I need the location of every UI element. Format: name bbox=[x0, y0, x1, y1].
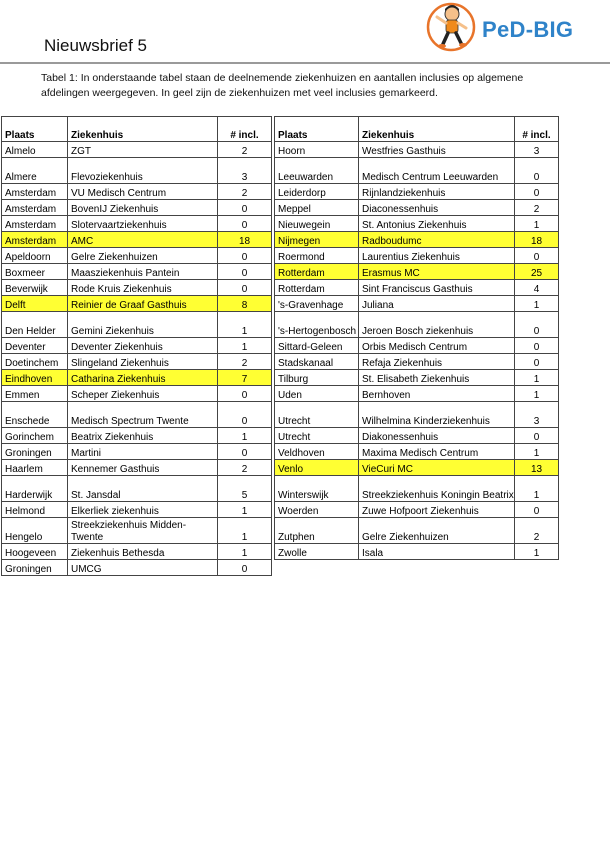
table-row bbox=[275, 338, 559, 354]
inclusions-cell: 1 bbox=[515, 476, 559, 502]
hospital-cell: Medisch Spectrum Twente bbox=[68, 402, 218, 428]
place-cell: Amsterdam bbox=[2, 232, 68, 248]
table-row bbox=[2, 476, 272, 502]
hospital-cell: Catharina Ziekenhuis bbox=[68, 370, 218, 386]
hospital-cell: Bernhoven bbox=[359, 386, 515, 402]
place-cell: Amsterdam bbox=[2, 216, 68, 232]
inclusions-cell: 0 bbox=[218, 216, 272, 232]
hospital-cell: Medisch Centrum Leeuwarden bbox=[359, 158, 515, 184]
hospital-cell: Orbis Medisch Centrum bbox=[359, 338, 515, 354]
hospital-cell: Kennemer Gasthuis bbox=[68, 460, 218, 476]
hospital-cell: Westfries Gasthuis bbox=[359, 142, 515, 158]
place-cell: Nieuwegein bbox=[275, 216, 359, 232]
inclusions-cell: 2 bbox=[218, 354, 272, 370]
hospital-cell: Martini bbox=[68, 444, 218, 460]
hospital-cell: Refaja Ziekenhuis bbox=[359, 354, 515, 370]
hospital-cell: Isala bbox=[359, 544, 515, 560]
inclusions-cell: 1 bbox=[515, 370, 559, 386]
place-cell: Harderwijk bbox=[2, 476, 68, 502]
table-row bbox=[2, 402, 272, 428]
inclusions-cell: 18 bbox=[218, 232, 272, 248]
hospital-cell: Maxima Medisch Centrum bbox=[359, 444, 515, 460]
inclusions-cell: 2 bbox=[218, 142, 272, 158]
inclusions-cell: 1 bbox=[218, 312, 272, 338]
place-cell: Meppel bbox=[275, 200, 359, 216]
table-row bbox=[2, 518, 272, 544]
place-cell: Eindhoven bbox=[2, 370, 68, 386]
table-row bbox=[2, 248, 272, 264]
table-row bbox=[2, 296, 272, 312]
place-cell: Enschede bbox=[2, 402, 68, 428]
place-cell: Winterswijk bbox=[275, 476, 359, 502]
place-cell: Utrecht bbox=[275, 402, 359, 428]
place-cell: Beverwijk bbox=[2, 280, 68, 296]
inclusions-cell: 2 bbox=[515, 518, 559, 544]
mascot-icon bbox=[426, 0, 486, 58]
table-row bbox=[2, 200, 272, 216]
place-cell: Leeuwarden bbox=[275, 158, 359, 184]
hospital-cell: St. Jansdal bbox=[68, 476, 218, 502]
inclusions-cell: 3 bbox=[515, 142, 559, 158]
inclusions-cell: 1 bbox=[515, 444, 559, 460]
table-row bbox=[275, 502, 559, 518]
inclusions-cell: 1 bbox=[218, 428, 272, 444]
hospital-cell: St. Antonius Ziekenhuis bbox=[359, 216, 515, 232]
newsletter-title: Nieuwsbrief 5 bbox=[44, 36, 147, 55]
hospital-cell: Streekziekenhuis Midden-Twente bbox=[68, 518, 218, 544]
inclusions-cell: 2 bbox=[515, 200, 559, 216]
table-row bbox=[275, 264, 559, 280]
hospital-cell: Diakonessenhuis bbox=[359, 428, 515, 444]
table-row bbox=[2, 544, 272, 560]
inclusions-cell: 0 bbox=[218, 386, 272, 402]
place-cell: Almere bbox=[2, 158, 68, 184]
table-row bbox=[275, 544, 559, 560]
hospital-cell: Gelre Ziekenhuizen bbox=[359, 518, 515, 544]
hospital-cell: Gemini Ziekenhuis bbox=[68, 312, 218, 338]
inclusions-cell: 0 bbox=[515, 502, 559, 518]
inclusions-cell: 1 bbox=[515, 544, 559, 560]
place-cell: Nijmegen bbox=[275, 232, 359, 248]
inclusions-cell: 0 bbox=[515, 158, 559, 184]
table-row bbox=[2, 354, 272, 370]
inclusions-cell: 3 bbox=[218, 158, 272, 184]
place-cell: Almelo bbox=[2, 142, 68, 158]
table-row bbox=[275, 476, 559, 502]
inclusions-cell: 18 bbox=[515, 232, 559, 248]
inclusions-cell: 0 bbox=[218, 402, 272, 428]
place-cell: Sittard-Geleen bbox=[275, 338, 359, 354]
table-row bbox=[275, 142, 559, 158]
hospital-cell: St. Elisabeth Ziekenhuis bbox=[359, 370, 515, 386]
table-row bbox=[275, 200, 559, 216]
table-row bbox=[2, 216, 272, 232]
hospital-cell: Slotervaartziekenhuis bbox=[68, 216, 218, 232]
place-cell: Delft bbox=[2, 296, 68, 312]
table-row bbox=[2, 232, 272, 248]
table-row bbox=[275, 460, 559, 476]
table-row bbox=[275, 518, 559, 544]
place-cell: 's-Gravenhage bbox=[275, 296, 359, 312]
place-cell: Tilburg bbox=[275, 370, 359, 386]
inclusions-cell: 0 bbox=[218, 200, 272, 216]
table-row bbox=[275, 280, 559, 296]
hospital-cell: Reinier de Graaf Gasthuis bbox=[68, 296, 218, 312]
inclusions-cell: 0 bbox=[515, 312, 559, 338]
inclusions-cell: 1 bbox=[218, 338, 272, 354]
hospital-table-right bbox=[274, 116, 559, 560]
hospital-cell: BovenIJ Ziekenhuis bbox=[68, 200, 218, 216]
inclusions-cell: 0 bbox=[515, 354, 559, 370]
hospital-cell: VieCuri MC bbox=[359, 460, 515, 476]
header-hospital: Ziekenhuis bbox=[68, 117, 218, 142]
inclusions-cell: 0 bbox=[218, 280, 272, 296]
table-row bbox=[275, 428, 559, 444]
hospital-cell: Beatrix Ziekenhuis bbox=[68, 428, 218, 444]
place-cell: Utrecht bbox=[275, 428, 359, 444]
place-cell: Veldhoven bbox=[275, 444, 359, 460]
inclusions-cell: 0 bbox=[515, 428, 559, 444]
inclusions-cell: 13 bbox=[515, 460, 559, 476]
table-row bbox=[275, 444, 559, 460]
hospital-cell: Wilhelmina Kinderziekenhuis bbox=[359, 402, 515, 428]
place-cell: Gorinchem bbox=[2, 428, 68, 444]
hospital-cell: Zuwe Hofpoort Ziekenhuis bbox=[359, 502, 515, 518]
hospital-cell: Ziekenhuis Bethesda bbox=[68, 544, 218, 560]
hospital-cell: Gelre Ziekenhuizen bbox=[68, 248, 218, 264]
table-row bbox=[2, 338, 272, 354]
inclusions-cell: 0 bbox=[218, 248, 272, 264]
header-hospital: Ziekenhuis bbox=[359, 117, 515, 142]
header-inclusions: # incl. bbox=[218, 117, 272, 142]
hospital-cell: Rijnlandziekenhuis bbox=[359, 184, 515, 200]
hospital-cell: Maasziekenhuis Pantein bbox=[68, 264, 218, 280]
inclusions-cell: 8 bbox=[218, 296, 272, 312]
table-row bbox=[275, 248, 559, 264]
place-cell: Groningen bbox=[2, 560, 68, 576]
hospital-cell: Scheper Ziekenhuis bbox=[68, 386, 218, 402]
inclusions-cell: 2 bbox=[218, 460, 272, 476]
place-cell: Woerden bbox=[275, 502, 359, 518]
hospital-cell: Streekziekenhuis Koningin Beatrix bbox=[359, 476, 515, 502]
table-row bbox=[2, 158, 272, 184]
table-row bbox=[275, 312, 559, 338]
place-cell: Emmen bbox=[2, 386, 68, 402]
inclusions-cell: 0 bbox=[515, 184, 559, 200]
table-row bbox=[2, 386, 272, 402]
place-cell: Zutphen bbox=[275, 518, 359, 544]
place-cell: Amsterdam bbox=[2, 184, 68, 200]
table-row bbox=[2, 184, 272, 200]
place-cell: Hoorn bbox=[275, 142, 359, 158]
inclusions-cell: 1 bbox=[218, 544, 272, 560]
hospital-cell: Sint Franciscus Gasthuis bbox=[359, 280, 515, 296]
table-row bbox=[275, 184, 559, 200]
table-caption: Tabel 1: In onderstaande tabel staan de deelnemende ziekenhuizen en aantallen inclusies op algemene afdelingen weergegeven. In geel zijn de ziekenhuizen met veel inclusies gemarkeerd. bbox=[41, 72, 524, 99]
hospital-cell: Elkerliek ziekenhuis bbox=[68, 502, 218, 518]
place-cell: Zwolle bbox=[275, 544, 359, 560]
inclusions-cell: 1 bbox=[218, 502, 272, 518]
place-cell: 's-Hertogenbosch bbox=[275, 312, 359, 338]
place-cell: Amsterdam bbox=[2, 200, 68, 216]
inclusions-cell: 25 bbox=[515, 264, 559, 280]
place-cell: Stadskanaal bbox=[275, 354, 359, 370]
place-cell: Boxmeer bbox=[2, 264, 68, 280]
place-cell: Venlo bbox=[275, 460, 359, 476]
hospital-cell: AMC bbox=[68, 232, 218, 248]
inclusions-cell: 0 bbox=[515, 338, 559, 354]
place-cell: Deventer bbox=[2, 338, 68, 354]
table-row bbox=[2, 280, 272, 296]
table-row bbox=[275, 232, 559, 248]
logo-wordmark: PeD-BIG bbox=[482, 17, 574, 42]
hospital-cell: Jeroen Bosch ziekenhuis bbox=[359, 312, 515, 338]
place-cell: Rotterdam bbox=[275, 264, 359, 280]
inclusions-cell: 0 bbox=[218, 560, 272, 576]
inclusions-cell: 0 bbox=[515, 248, 559, 264]
table-row bbox=[2, 312, 272, 338]
inclusions-cell: 2 bbox=[218, 184, 272, 200]
hospital-table-left bbox=[1, 116, 272, 576]
place-cell: Uden bbox=[275, 386, 359, 402]
place-cell: Apeldoorn bbox=[2, 248, 68, 264]
table-row bbox=[275, 216, 559, 232]
place-cell: Hoogeveen bbox=[2, 544, 68, 560]
hospital-cell: VU Medisch Centrum bbox=[68, 184, 218, 200]
hospital-cell: Erasmus MC bbox=[359, 264, 515, 280]
table-row bbox=[275, 158, 559, 184]
hospital-cell: UMCG bbox=[68, 560, 218, 576]
inclusions-cell: 3 bbox=[515, 402, 559, 428]
table-row bbox=[2, 142, 272, 158]
table-row bbox=[275, 402, 559, 428]
hospital-cell: Deventer Ziekenhuis bbox=[68, 338, 218, 354]
table-row bbox=[2, 428, 272, 444]
inclusions-cell: 1 bbox=[218, 518, 272, 544]
place-cell: Rotterdam bbox=[275, 280, 359, 296]
place-cell: Hengelo bbox=[2, 518, 68, 544]
table-row bbox=[275, 386, 559, 402]
place-cell: Roermond bbox=[275, 248, 359, 264]
hospital-cell: ZGT bbox=[68, 142, 218, 158]
table-header-row bbox=[275, 117, 559, 142]
table-row bbox=[2, 370, 272, 386]
header-inclusions: # incl. bbox=[515, 117, 559, 142]
header-place: Plaats bbox=[2, 117, 68, 142]
inclusions-cell: 4 bbox=[515, 280, 559, 296]
table-row bbox=[275, 296, 559, 312]
table-row bbox=[2, 460, 272, 476]
inclusions-cell: 5 bbox=[218, 476, 272, 502]
table-row bbox=[275, 354, 559, 370]
inclusions-cell: 0 bbox=[218, 264, 272, 280]
table-row bbox=[2, 502, 272, 518]
inclusions-cell: 0 bbox=[218, 444, 272, 460]
table-row bbox=[2, 264, 272, 280]
place-cell: Haarlem bbox=[2, 460, 68, 476]
place-cell: Den Helder bbox=[2, 312, 68, 338]
hospital-cell: Slingeland Ziekenhuis bbox=[68, 354, 218, 370]
place-cell: Groningen bbox=[2, 444, 68, 460]
hospital-cell: Radboudumc bbox=[359, 232, 515, 248]
hospital-cell: Rode Kruis Ziekenhuis bbox=[68, 280, 218, 296]
header-divider bbox=[0, 62, 610, 64]
inclusions-cell: 1 bbox=[515, 296, 559, 312]
table-row bbox=[2, 444, 272, 460]
table-header-row bbox=[2, 117, 272, 142]
place-cell: Helmond bbox=[2, 502, 68, 518]
place-cell: Doetinchem bbox=[2, 354, 68, 370]
table-row bbox=[275, 370, 559, 386]
place-cell: Leiderdorp bbox=[275, 184, 359, 200]
hospital-cell: Laurentius Ziekenhuis bbox=[359, 248, 515, 264]
inclusions-cell: 1 bbox=[515, 386, 559, 402]
inclusions-cell: 1 bbox=[515, 216, 559, 232]
hospital-cell: Juliana bbox=[359, 296, 515, 312]
hospital-cell: Flevoziekenhuis bbox=[68, 158, 218, 184]
table-row bbox=[2, 560, 272, 576]
inclusions-cell: 7 bbox=[218, 370, 272, 386]
hospital-cell: Diaconessenhuis bbox=[359, 200, 515, 216]
header-place: Plaats bbox=[275, 117, 359, 142]
